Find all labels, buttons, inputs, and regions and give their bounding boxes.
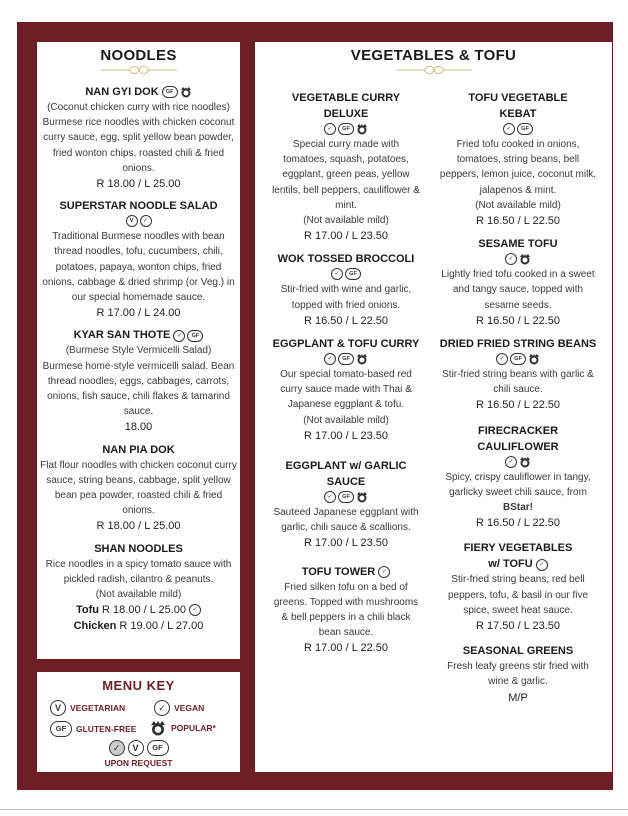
badges <box>173 330 203 342</box>
vegan-icon: ✓ <box>109 740 125 756</box>
item-price: R 17.00 / L 24.00 <box>96 307 181 320</box>
menu-item-eggplant-tofu-curry <box>271 336 421 444</box>
badges <box>271 268 421 280</box>
menu-item-superstar-noodle-salad <box>39 198 238 321</box>
chicken-label: Chicken <box>73 620 117 633</box>
item-name: NAN PIA DOK <box>102 443 175 456</box>
menu-item-nan-gyi-dok <box>39 84 238 192</box>
item-description: Sauteed Japanese eggplant with garlic, chili sauce & scallions. <box>273 507 419 534</box>
badges <box>437 123 599 135</box>
menu-item-seasonal-greens <box>437 643 599 706</box>
item-description: Traditional Burmese noodles with bean thread noodles, tofu, cucumbers, chili, potatoes, papaya, wonton chips, fried onions, cabbage & dried shrimp (or Veg.) in our special homemade sauce. <box>42 231 235 304</box>
badges <box>189 604 201 616</box>
flourish-ornament <box>99 64 179 76</box>
badges <box>378 566 390 578</box>
item-name: EGGPLANT w/ GARLIC SAUCE <box>285 460 407 489</box>
item-description: Stir-fried string beans with garlic & chili sauce. <box>442 369 594 396</box>
item-price: R 17.00 / L 22.50 <box>304 642 388 655</box>
item-description: Fried silken tofu on a bed of greens. Topped with mushrooms & bell peppers in a chili black bean sauce. <box>273 581 419 639</box>
item-name: DRIED FRIED STRING BEANS <box>439 338 597 351</box>
tofu-price: R 18.00 / L 25.00 <box>102 604 187 617</box>
item-description <box>437 470 599 516</box>
popular-icon <box>180 86 192 98</box>
item-description: Stir-fried with wine and garlic, topped with fried onions. <box>280 284 412 311</box>
badges <box>271 491 421 503</box>
menu-item-tofu-tower <box>271 564 421 657</box>
vegetarian-icon: V <box>126 215 138 227</box>
vegan-icon: ✓ <box>140 215 152 227</box>
menu-item-dried-fried-string-beans <box>437 336 599 414</box>
popular-icon <box>519 253 531 265</box>
tofu-label: Tofu <box>75 604 99 617</box>
gluten-free-icon: GF <box>510 353 526 365</box>
popular-icon <box>356 123 368 135</box>
vegetables-left-column <box>271 90 421 663</box>
vegan-icon: ✓ <box>536 559 548 571</box>
key-vegan <box>154 700 204 716</box>
item-name: TOFU TOWER <box>301 565 376 578</box>
item-name: SESAME TOFU <box>478 238 558 251</box>
flourish-ornament <box>394 64 474 76</box>
item-price: R 17.50 / L 23.50 <box>476 620 560 633</box>
item-description: Burmese home-style vermicelli salad. Bean thread noodles, eggs, cabbages, carrots, onions, fish sauce, chili flakes & tamarind sauce. <box>42 360 235 418</box>
vegan-icon: ✓ <box>173 330 185 342</box>
key-upon-request: UPON REQUEST <box>104 758 173 768</box>
vegan-icon: ✓ <box>331 268 343 280</box>
item-note: (Not available mild) <box>303 215 389 227</box>
item-price: R 17.00 / L 23.50 <box>304 230 388 243</box>
badges <box>437 253 599 265</box>
popular-icon <box>519 456 531 468</box>
key-label: VEGAN <box>174 703 205 713</box>
item-price: R 16.50 / L 22.50 <box>304 314 388 327</box>
item-name: FIERY VEGETABLES w/ TOFU <box>463 542 573 571</box>
item-price: 18.00 <box>124 421 153 434</box>
page-divider <box>0 809 628 810</box>
vegan-icon: ✓ <box>154 700 170 716</box>
item-subtitle: (Coconut chicken curry with rice noodles) <box>47 102 230 113</box>
item-name: SEASONAL GREENS <box>462 645 574 658</box>
gluten-free-icon: GF <box>345 268 361 280</box>
vegan-icon: ✓ <box>505 253 517 265</box>
menu-item-wok-tossed-broccoli <box>271 251 421 329</box>
item-name: WOK TOSSED BROCCOLI <box>277 253 415 266</box>
item-description-text: Spicy, crispy cauliflower in tangy, garlicky sweet chili sauce, from <box>445 471 591 498</box>
item-price: R 18.00 / L 25.00 <box>96 520 181 533</box>
item-price: R 16.50 / L 22.50 <box>476 399 560 412</box>
menu-item-sesame-tofu <box>437 236 599 329</box>
vegetarian-icon: V <box>128 740 144 756</box>
vegan-icon: ✓ <box>324 353 336 365</box>
item-name: SUPERSTAR NOODLE SALAD <box>59 200 218 213</box>
badges <box>536 559 548 571</box>
menu-key-title: MENU KEY <box>102 678 175 693</box>
badges <box>437 353 599 365</box>
item-description: Flat flour noodles with chicken coconut curry sauce, string beans, cabbage, split yellow bean pea powder, roasted chili & fried onions. <box>40 459 237 517</box>
vegan-icon: ✓ <box>324 491 336 503</box>
vegetables-right-column <box>437 90 599 712</box>
item-price: R 17.00 / L 23.50 <box>304 429 388 442</box>
badges <box>437 456 599 468</box>
vegetarian-icon: V <box>50 700 66 716</box>
item-price: M/P <box>508 691 528 704</box>
vegan-icon: ✓ <box>189 604 201 616</box>
item-description: Fried tofu cooked in onions, tomatoes, string beans, bell peppers, lemon juice, coconut milk, jalapenos & mint. <box>439 139 597 196</box>
noodles-title: NOODLES <box>100 47 177 64</box>
menu-item-fiery-vegetables-tofu <box>437 540 599 634</box>
item-name: EGGPLANT & TOFU CURRY <box>272 338 420 351</box>
gluten-free-icon: GF <box>517 123 533 135</box>
menu-item-firecracker-cauliflower <box>437 423 599 532</box>
gluten-free-icon: GF <box>187 330 203 342</box>
item-note: (Not available mild) <box>475 199 561 211</box>
noodles-list <box>39 84 238 641</box>
gluten-free-icon: GF <box>338 491 354 503</box>
gluten-free-icon: GF <box>338 123 354 135</box>
item-subtitle: (Burmese Style Vermicelli Salad) <box>65 345 212 357</box>
item-price: R 18.00 / L 25.00 <box>96 178 181 191</box>
menu-item-shan-noodles <box>39 541 238 635</box>
popular-icon <box>356 353 368 365</box>
chicken-price-line <box>39 619 238 634</box>
item-name: TOFU VEGETABLE KEBAT <box>468 92 568 120</box>
gluten-free-icon: GF <box>147 740 169 756</box>
vegan-icon: ✓ <box>378 566 390 578</box>
menu-item-kyar-san-thote <box>39 327 238 435</box>
item-description: Burmese rice noodles with chicken coconut curry sauce, egg, split yellow bean powder, fried wonton chips, roasted chili & fried onions. <box>42 117 235 174</box>
item-note: (Not available mild) <box>95 589 182 601</box>
key-label: GLUTEN-FREE <box>76 724 137 734</box>
badges <box>39 215 238 227</box>
item-description: Rice noodles in a spicy tomato sauce with pickled radish, cilantro & peanuts. <box>45 558 232 585</box>
key-gluten-free <box>50 721 136 737</box>
vegan-icon: ✓ <box>505 456 517 468</box>
item-price: R 16.50 / L 22.50 <box>476 314 560 327</box>
vegan-icon: ✓ <box>503 123 515 135</box>
popular-icon <box>149 720 167 736</box>
menu-item-vegetable-curry-deluxe <box>271 90 421 244</box>
vegan-icon: ✓ <box>324 123 336 135</box>
item-name: VEGETABLE CURRY DELUXE <box>291 92 401 120</box>
item-name: NAN GYI DOK <box>85 86 159 98</box>
chicken-price: R 19.00 / L 27.00 <box>119 620 204 633</box>
menu-item-eggplant-garlic-sauce <box>271 458 421 552</box>
item-price: R 17.00 / L 23.50 <box>304 537 388 550</box>
item-description: Stir-fried string beans, red bell peppers, tofu, & basil in our five spice, sweet heat sauce. <box>447 574 589 616</box>
vegetables-tofu-panel <box>255 42 612 772</box>
item-description: Special curry made with tomatoes, squash, potatoes, eggplant, green peas, yellow lentils, bell peppers, cauliflower & mint. <box>272 139 420 211</box>
item-price: R 16.50 / L 22.50 <box>476 517 560 530</box>
gluten-free-icon: GF <box>50 721 72 737</box>
popular-icon <box>528 353 540 365</box>
badges <box>271 353 421 365</box>
menu-item-tofu-vegetable-kebat <box>437 90 599 229</box>
gluten-free-icon: GF <box>338 353 354 365</box>
item-description-source: BStar! <box>502 502 533 514</box>
key-upon-request-icons <box>37 740 240 756</box>
vegan-icon: ✓ <box>496 353 508 365</box>
item-description: Lightly fried tofu cooked in a sweet and tangy sauce, topped with sesame seeds. <box>441 269 595 311</box>
item-name: FIRECRACKER CAULIFLOWER <box>477 424 559 453</box>
item-name: KYAR SAN THOTE <box>73 329 171 342</box>
item-description: Fresh leafy greens stir fried with wine & garlic. <box>447 661 589 688</box>
key-label: POPULAR* <box>171 723 216 733</box>
badges <box>271 123 421 135</box>
gluten-free-icon: GF <box>162 86 178 98</box>
item-note: (Not available mild) <box>303 414 389 426</box>
noodles-panel <box>37 42 240 659</box>
key-vegetarian <box>50 700 125 716</box>
tofu-price-line <box>39 603 238 618</box>
key-label: VEGETARIAN <box>70 703 126 713</box>
item-price: R 16.50 / L 22.50 <box>476 215 560 228</box>
vegetables-title: VEGETABLES & TOFU <box>350 47 517 64</box>
menu-item-nan-pia-dok <box>39 442 238 535</box>
item-name: SHAN NOODLES <box>94 542 183 555</box>
popular-icon <box>356 491 368 503</box>
badges <box>162 86 192 98</box>
item-description: Our special tomato-based red curry sauce made with Thai & Japanese eggplant & tofu. <box>280 369 412 411</box>
key-popular <box>149 720 216 736</box>
menu-key-panel <box>37 672 240 772</box>
